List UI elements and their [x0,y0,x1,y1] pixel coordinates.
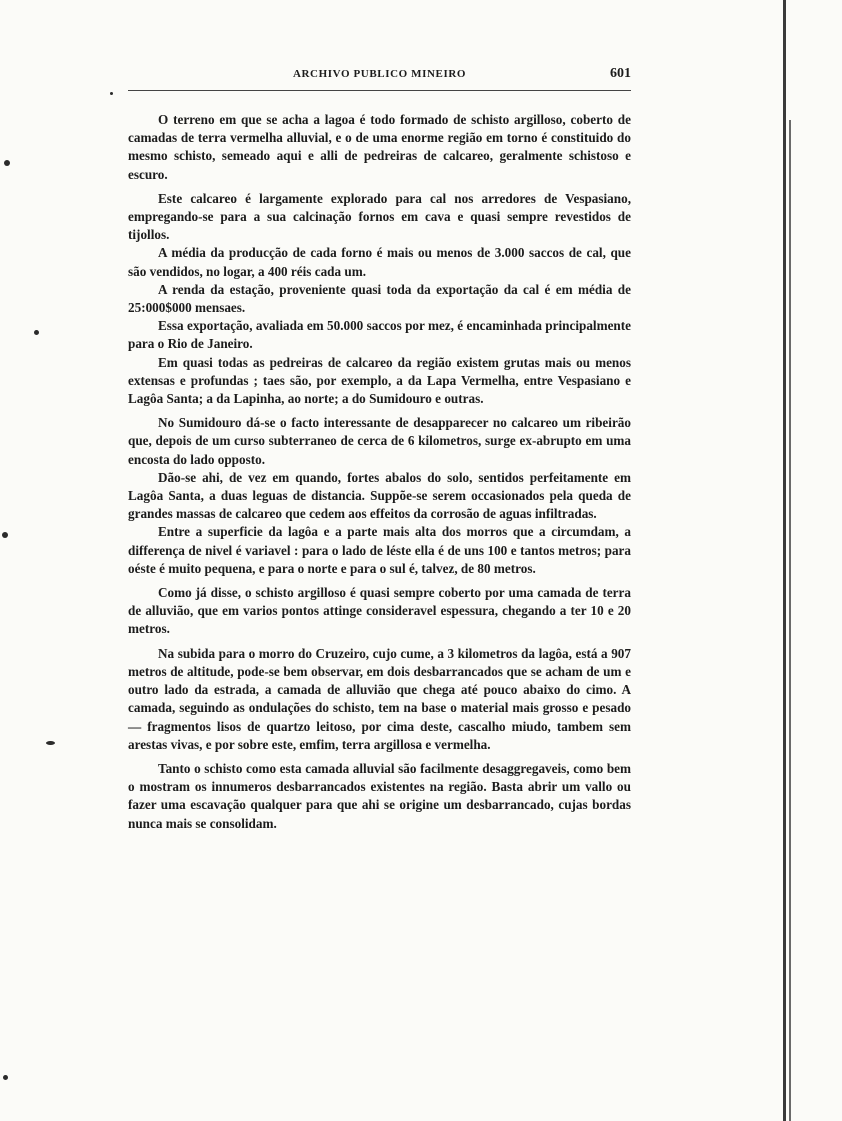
paragraph: Este calcareo é largamente explorado para cal nos arredores de Vespasiano, empregando-se para a sua calcinação fornos em cava e quasi sempre revestidos de tijollos. [128,190,631,243]
paragraph: A média da producção de cada forno é mais ou menos de 3.000 saccos de cal, que são vendidos, no logar, a 400 réis cada um. [128,245,631,279]
paragraph: Entre a superficie da lagôa e a parte mais alta dos morros que a circumdam, a differença de nivel é variavel : para o lado de léste ella é de uns 100 e tantos metros; para oéste é muito pequena, e para o norte e para o sul é, talvez, de 80 metros. [128,524,631,576]
running-header [128,66,631,88]
print-speck [4,160,10,166]
page-number: 601 [610,66,631,81]
paragraph: O terreno em que se acha a lagoa é todo formado de schisto argilloso, coberto de camadas de terra vermelha alluvial, e o de uma enorme região em torno é constituido do mesmo schisto, semeado aqui e alli de pedreiras de calcareo, geralmente schistoso e escuro. [128,112,631,182]
paragraph: No Sumidouro dá-se o facto interessante de desapparecer no calcareo um ribeirão que, depois de um curso subterraneo de cerca de 6 kilometros, surge ex-abrupto em uma encosta do lado opposto. [128,415,631,467]
paragraph: Essa exportação, avaliada em 50.000 saccos por mez, é encaminhada principalmente para o Rio de Janeiro. [128,318,631,352]
paragraph: Como já disse, o schisto argilloso é quasi sempre coberto por uma camada de terra de alluvião, que em varios pontos attinge consideravel espessura, chegando a ter 10 e 20 metros. [128,585,631,637]
print-speck [2,532,8,538]
print-speck [110,92,113,95]
paragraph: Na subida para o morro do Cruzeiro, cujo cume, a 3 kilometros da lagôa, está a 907 metros de altitude, pode-se bem observar, em dois desbarrancados que se acham de um e outro lado da estrada, a camada de alluvião que chega até pouco abaixo do cimo. A camada, seguindo as ondulações do schisto, tem na base o material mais grosso e pesado — fragmentos lisos de quartzo leitoso, por cima deste, cascalho miudo, tambem sem arestas vivas, e por sobre este, emfim, terra argillosa e vermelha. [128,645,631,752]
header-rule [128,90,631,91]
print-speck [3,1075,8,1080]
running-title: ARCHIVO PUBLICO MINEIRO [292,68,467,80]
page-edge [783,0,786,1121]
paragraph: A renda da estação, proveniente quasi toda da exportação da cal é em média de 25:000$000 mensaes. [128,281,631,316]
paragraph: Dão-se ahi, de vez em quando, fortes abalos do solo, sentidos perfeitamente em Lagôa Santa, a duas leguas de distancia. Suppõe-se serem occasionados pela queda de grandes massas de calcareo que cedem aos effeitos da corrosão de aguas infiltradas. [128,469,631,522]
page-edge-shadow [789,120,791,1121]
print-speck [34,330,39,335]
print-speck [46,741,55,745]
paragraph: Em quasi todas as pedreiras de calcareo da região existem grutas mais ou menos extensas e profundas ; taes são, por exemplo, a da Lapa Vermelha, entre Vespasiano e Lagôa Santa; a da Lapinha, ao norte; a do Sumidouro e outras. [128,354,631,407]
body-text [128,111,631,839]
paragraph: Tanto o schisto como esta camada alluvial são facilmente desaggregaveis, como bem o mostram os innumeros desbarrancados existentes na região. Basta abrir um vallo ou fazer uma escavação qualquer para que ahi se origine um desbarrancado, cujas bordas nunca mais se consolidam. [128,760,631,831]
